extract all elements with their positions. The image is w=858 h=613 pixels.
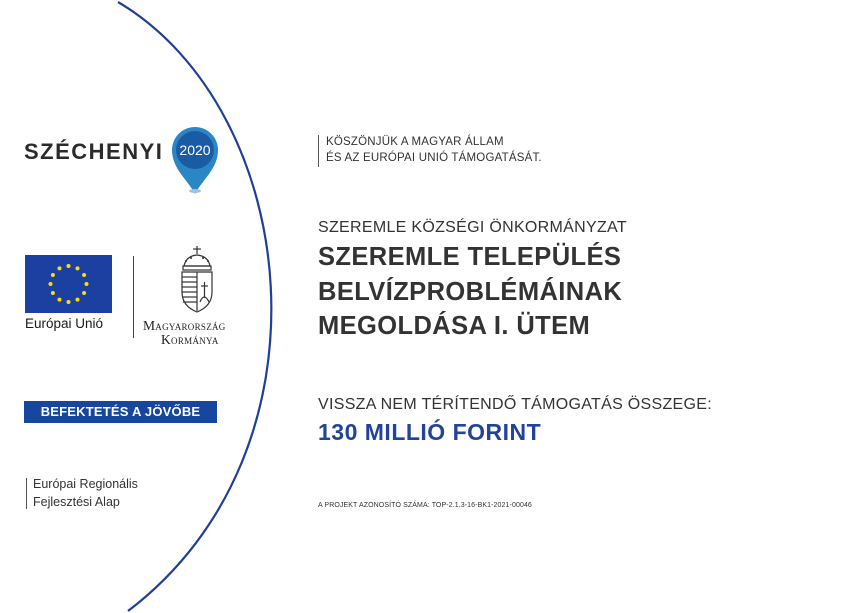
coat-of-arms-icon	[174, 244, 220, 316]
beneficiary-name: SZEREMLE KÖZSÉGI ÖNKORMÁNYZAT	[318, 219, 627, 236]
government-label-line1: Magyarország	[143, 318, 226, 333]
project-title-line3: MEGOLDÁSA I. ÜTEM	[318, 312, 591, 340]
eu-flag-icon	[25, 255, 112, 313]
project-title-line2: BELVÍZPROBLÉMÁINAK	[318, 278, 623, 306]
project-id: A PROJEKT AZONOSÍTÓ SZÁMA: TOP-2.1.3-16-BK1-2021-00046	[318, 502, 532, 509]
investment-badge: BEFEKTETÉS A JÖVŐBE	[24, 401, 217, 423]
fund-label-line2: Fejlesztési Alap	[33, 495, 120, 509]
thanks-divider	[318, 135, 319, 167]
government-label-line2: Kormánya	[161, 332, 219, 347]
szechenyi-year: 2020	[179, 142, 211, 158]
grant-amount: 130 MILLIÓ FORINT	[318, 419, 542, 445]
project-title-line1: SZEREMLE TELEPÜLÉS	[318, 243, 622, 271]
szechenyi-logo-text: SZÉCHENYI	[24, 139, 164, 164]
grant-label: VISSZA NEM TÉRÍTENDŐ TÁMOGATÁS ÖSSZEGE:	[318, 396, 712, 413]
fund-label-line1: Európai Regionális	[33, 477, 138, 491]
thanks-line2: ÉS AZ EURÓPAI UNIÓ TÁMOGATÁSÁT.	[326, 152, 542, 164]
fund-divider	[26, 478, 27, 509]
szechenyi-pin-icon	[170, 124, 220, 196]
eu-label: Európai Unió	[25, 316, 104, 331]
thanks-line1: KÖSZÖNJÜK A MAGYAR ÁLLAM	[326, 136, 504, 148]
logo-divider	[133, 256, 134, 338]
